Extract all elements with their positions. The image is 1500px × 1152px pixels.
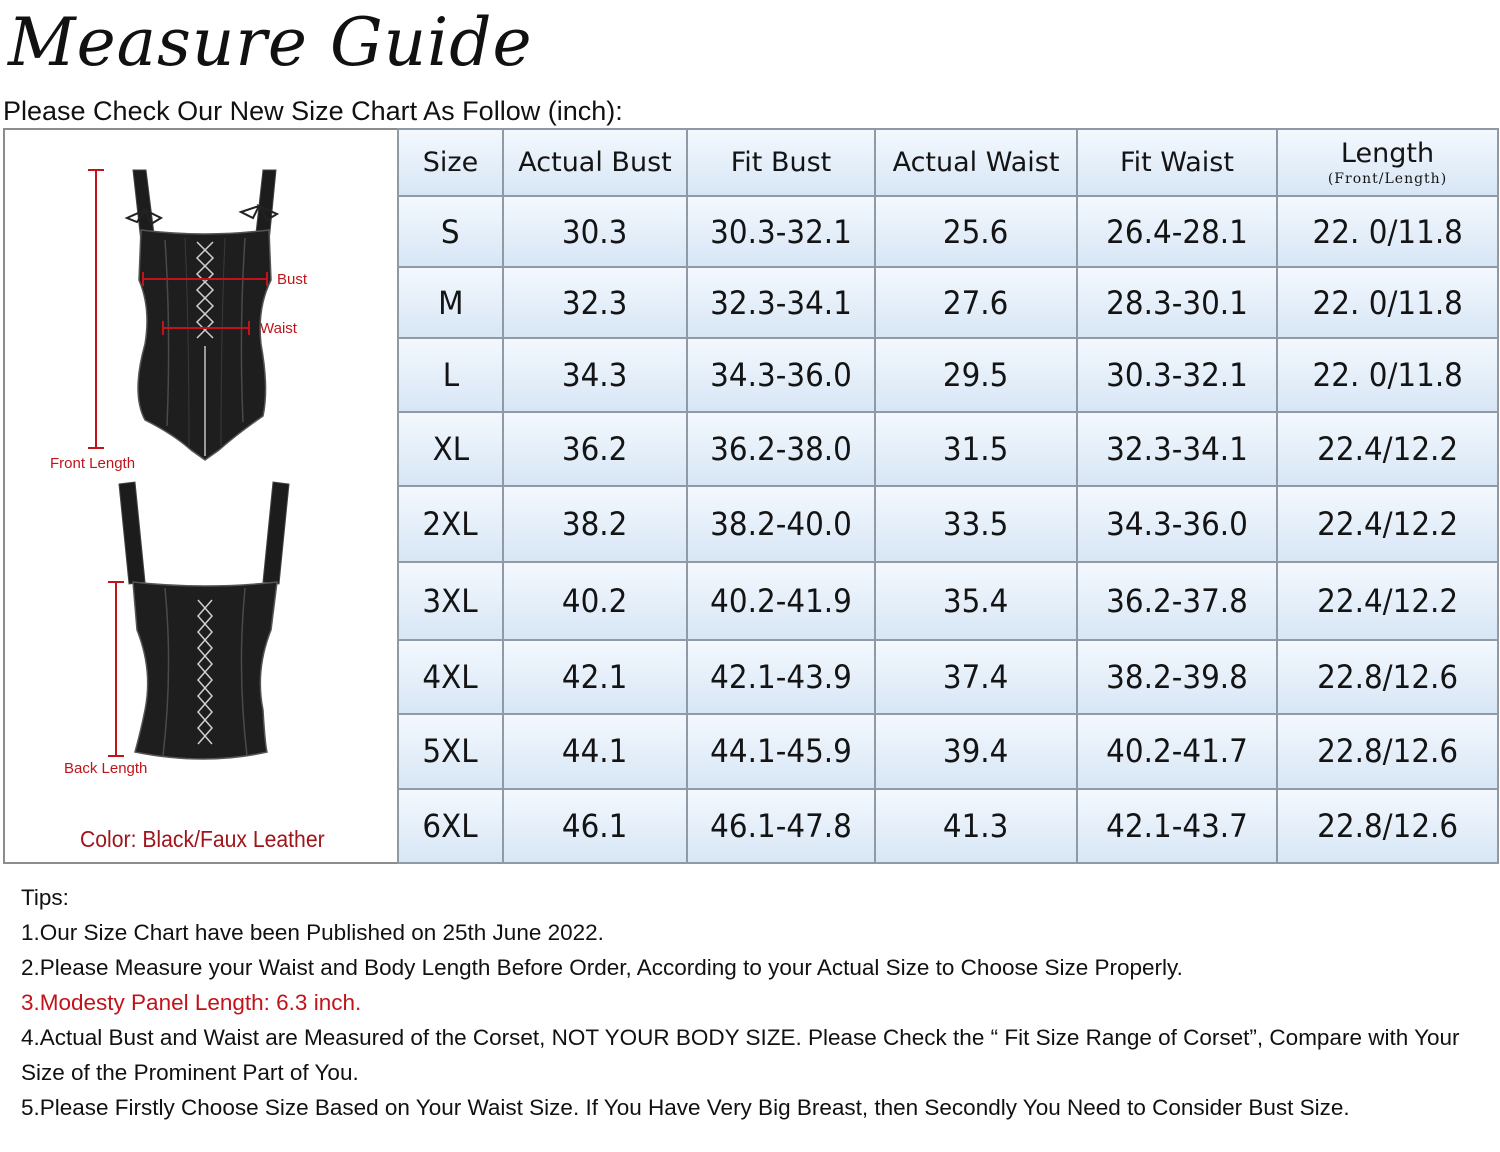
cell-value: 2XL <box>422 504 479 543</box>
cell-value: M <box>437 283 464 322</box>
corset-illustration <box>5 130 397 862</box>
cell-actual-waist <box>875 196 1077 267</box>
cell-value: 40.2-41.9 <box>710 581 852 620</box>
cell-value: 33.5 <box>943 504 1009 543</box>
cell-value: 42.1-43.7 <box>1106 806 1248 845</box>
cell-value: 22.4/12.2 <box>1316 581 1459 620</box>
chart-subtitle: Please Check Our New Size Chart As Follow (inch): <box>3 96 623 126</box>
cell-fit-waist <box>1077 267 1277 338</box>
cell-value: 35.4 <box>943 581 1009 620</box>
cell-fit-bust <box>687 338 875 412</box>
tip-4: 4.Actual Bust and Waist are Measured of the Corset, NOT YOUR BODY SIZE. Please Check the “ Fit Size Range of Corset”, Compare with Your Size of the Prominent Part of You. <box>21 1025 1460 1085</box>
cell-value: XL <box>432 430 469 469</box>
cell-value: 22. 0/11.8 <box>1312 283 1463 322</box>
header-size: Size <box>398 129 503 196</box>
cell-size <box>398 196 503 267</box>
cell-length <box>1277 789 1498 863</box>
cell-value: 26.4-28.1 <box>1106 212 1248 251</box>
cell-actual-bust <box>503 562 687 640</box>
cell-fit-waist <box>1077 714 1277 789</box>
cell-value: 39.4 <box>943 732 1009 771</box>
header-fit-bust: Fit Bust <box>687 129 875 196</box>
cell-value: 22.8/12.6 <box>1316 732 1459 771</box>
cell-actual-waist <box>875 714 1077 789</box>
cell-value: 22.4/12.2 <box>1316 504 1459 543</box>
cell-value: 22.4/12.2 <box>1316 430 1459 469</box>
table-row <box>398 196 1498 267</box>
cell-value: 6XL <box>422 806 479 845</box>
cell-value: 42.1 <box>562 657 628 696</box>
cell-value: 25.6 <box>943 212 1009 251</box>
cell-size <box>398 562 503 640</box>
cell-value: 40.2 <box>562 581 628 620</box>
table-row <box>398 640 1498 714</box>
cell-value: 38.2-40.0 <box>710 504 852 543</box>
cell-fit-bust <box>687 640 875 714</box>
cell-actual-bust <box>503 412 687 486</box>
tip-2: 2.Please Measure your Waist and Body Length Before Order, According to your Actual Size to Choose Size Properly. <box>21 955 1183 980</box>
cell-value: 22. 0/11.8 <box>1312 212 1463 251</box>
front-length-marker <box>88 170 104 448</box>
cell-value: 22. 0/11.8 <box>1312 356 1463 395</box>
cell-value: 5XL <box>422 732 479 771</box>
cell-actual-waist <box>875 640 1077 714</box>
cell-length <box>1277 714 1498 789</box>
tips-heading: Tips: <box>21 885 69 910</box>
table-row <box>398 267 1498 338</box>
front-length-label: Front Length <box>50 455 136 472</box>
table-row <box>398 486 1498 561</box>
cell-value: 28.3-30.1 <box>1106 283 1248 322</box>
cell-value: 3XL <box>422 581 479 620</box>
header-length-sub: (Front/Length) <box>1327 171 1448 187</box>
cell-value: 30.3 <box>562 212 628 251</box>
cell-value: 30.3-32.1 <box>710 212 852 251</box>
cell-actual-bust <box>503 714 687 789</box>
cell-value: 41.3 <box>943 806 1009 845</box>
cell-value: 42.1-43.9 <box>710 657 852 696</box>
cell-length <box>1277 562 1498 640</box>
cell-size <box>398 640 503 714</box>
cell-value: 32.3-34.1 <box>710 283 852 322</box>
cell-size <box>398 267 503 338</box>
cell-length <box>1277 338 1498 412</box>
header-actual-bust: Actual Bust <box>503 129 687 196</box>
cell-value: 22.8/12.6 <box>1316 657 1459 696</box>
cell-size <box>398 486 503 561</box>
cell-value: 31.5 <box>943 430 1009 469</box>
cell-value: 44.1-45.9 <box>710 732 852 771</box>
table-row <box>398 789 1498 863</box>
cell-value: 34.3-36.0 <box>710 356 852 395</box>
cell-size <box>398 338 503 412</box>
cell-value: 32.3 <box>562 283 628 322</box>
corset-front-image <box>127 170 277 460</box>
cell-value: 30.3-32.1 <box>1106 356 1248 395</box>
cell-length <box>1277 196 1498 267</box>
cell-actual-waist <box>875 412 1077 486</box>
cell-value: 36.2-37.8 <box>1106 581 1248 620</box>
size-chart-table <box>397 128 1499 864</box>
cell-length <box>1277 640 1498 714</box>
cell-size <box>398 412 503 486</box>
cell-fit-waist <box>1077 789 1277 863</box>
tip-3-modesty-panel: 3.Modesty Panel Length: 6.3 inch. <box>21 990 362 1015</box>
cell-actual-waist <box>875 267 1077 338</box>
back-length-marker <box>108 582 124 756</box>
cell-fit-bust <box>687 196 875 267</box>
cell-fit-bust <box>687 412 875 486</box>
header-fit-waist: Fit Waist <box>1077 129 1277 196</box>
cell-value: 34.3-36.0 <box>1106 504 1248 543</box>
table-row <box>398 714 1498 789</box>
waist-label: Waist <box>260 320 297 337</box>
cell-value: 36.2 <box>562 430 628 469</box>
cell-fit-waist <box>1077 486 1277 561</box>
table-row <box>398 562 1498 640</box>
header-length-label: Length <box>1340 138 1435 169</box>
cell-value: 36.2-38.0 <box>710 430 852 469</box>
header-length <box>1277 129 1498 196</box>
cell-value: S <box>441 212 460 251</box>
table-header-row <box>398 129 1498 196</box>
cell-fit-waist <box>1077 196 1277 267</box>
bust-label: Bust <box>277 271 308 288</box>
cell-value: 40.2-41.7 <box>1106 732 1248 771</box>
cell-value: 46.1 <box>562 806 628 845</box>
cell-actual-bust <box>503 640 687 714</box>
cell-value: 27.6 <box>943 283 1009 322</box>
cell-fit-bust <box>687 267 875 338</box>
cell-value: 38.2 <box>562 504 628 543</box>
cell-value: L <box>442 356 459 395</box>
cell-actual-bust <box>503 789 687 863</box>
cell-fit-waist <box>1077 338 1277 412</box>
cell-length <box>1277 486 1498 561</box>
cell-fit-waist <box>1077 562 1277 640</box>
color-note: Color: Black/Faux Leather <box>80 826 325 852</box>
cell-length <box>1277 267 1498 338</box>
cell-actual-bust <box>503 486 687 561</box>
cell-actual-bust <box>503 338 687 412</box>
cell-value: 32.3-34.1 <box>1106 430 1248 469</box>
cell-fit-bust <box>687 562 875 640</box>
cell-fit-bust <box>687 789 875 863</box>
cell-fit-waist <box>1077 412 1277 486</box>
page-title: Measure Guide <box>8 4 533 81</box>
cell-value: 29.5 <box>943 356 1009 395</box>
cell-value: 38.2-39.8 <box>1106 657 1248 696</box>
cell-fit-bust <box>687 486 875 561</box>
cell-actual-bust <box>503 196 687 267</box>
corset-illustration-panel <box>5 130 397 862</box>
cell-value: 44.1 <box>562 732 628 771</box>
tip-5: 5.Please Firstly Choose Size Based on Your Waist Size. If You Have Very Big Breast, then Secondly You Need to Consider Bust Size. <box>21 1095 1350 1120</box>
cell-actual-waist <box>875 562 1077 640</box>
cell-actual-waist <box>875 338 1077 412</box>
cell-value: 37.4 <box>943 657 1009 696</box>
cell-value: 34.3 <box>562 356 628 395</box>
table-row <box>398 412 1498 486</box>
cell-actual-bust <box>503 267 687 338</box>
cell-value: 4XL <box>422 657 479 696</box>
tips-section <box>21 880 1491 1125</box>
cell-actual-waist <box>875 789 1077 863</box>
cell-value: 46.1-47.8 <box>710 806 852 845</box>
corset-back-image <box>119 482 289 759</box>
tip-1: 1.Our Size Chart have been Published on 25th June 2022. <box>21 920 604 945</box>
cell-fit-waist <box>1077 640 1277 714</box>
cell-fit-bust <box>687 714 875 789</box>
header-actual-waist: Actual Waist <box>875 129 1077 196</box>
cell-size <box>398 714 503 789</box>
back-length-label: Back Length <box>64 760 148 777</box>
table-row <box>398 338 1498 412</box>
cell-length <box>1277 412 1498 486</box>
cell-actual-waist <box>875 486 1077 561</box>
cell-value: 22.8/12.6 <box>1316 806 1459 845</box>
cell-size <box>398 789 503 863</box>
